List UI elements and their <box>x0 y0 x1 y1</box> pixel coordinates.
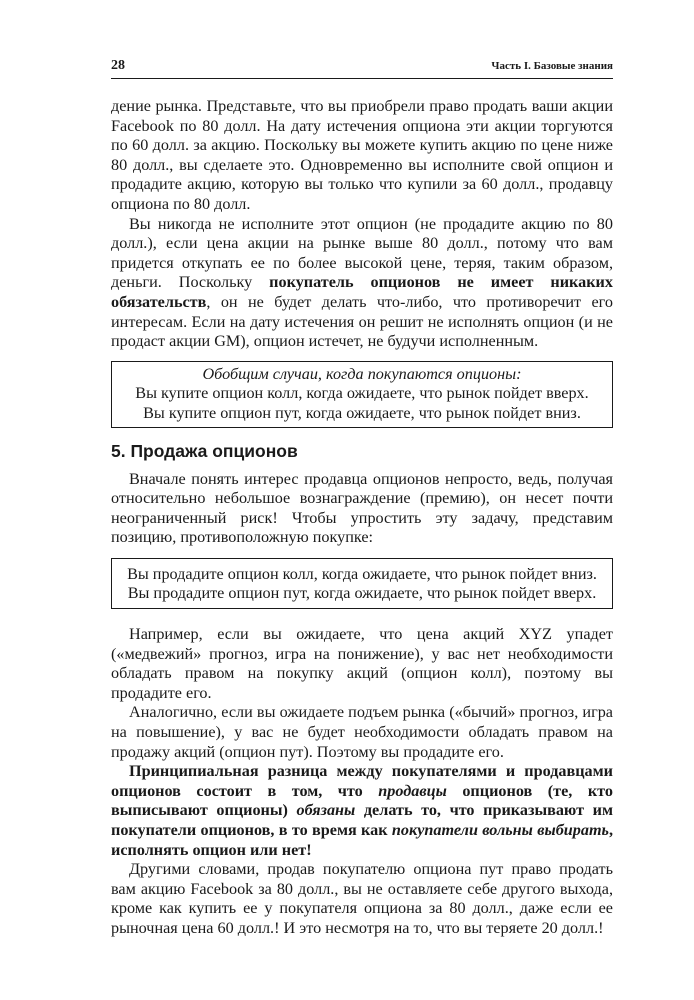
page-body <box>111 97 613 939</box>
summary-line-sell-call: Вы продадите опцион колл, когда ожидаете, что рынок пойдет вниз. <box>127 564 597 583</box>
page-number: 28 <box>111 58 125 73</box>
paragraph-2: Вы никогда не исполните этот опцион (не продадите акцию по 80 долл.), если цена акции на рынке выше 80 долл., потому что вам придется откупать ее по более высокой цене, теряя, таким образом, деньги. Поскольку покупатель опционов не имеет никаких обязательств, он не будет делать что-либо, что противоречит его интересам. Если на дату истечения он решит не исполнять опцион (и не продаст акции GM), опцион истечет, не будучи исполненным. <box>111 214 613 351</box>
paragraph-5: Аналогично, если вы ожидаете подъем рынка («бычий» прогноз, игра на повышение), у вас не будет необходимости обладать правом на продажу акций (опцион пут). Поэтому вы продадите его. <box>111 703 613 761</box>
summary-line-sell-put: Вы продадите опцион пут, когда ожидаете, что рынок пойдет вверх. <box>127 584 597 603</box>
bold-phrase-buyer-obligations: покупатель опционов не имеет никаких обязательств <box>111 273 613 311</box>
paragraph-4: Например, если вы ожидаете, что цена акций XYZ упадет («медвежий» прогноз, игра на понижение), у вас нет необходимости обладать правом на покупку акций (опцион колл), поэтому вы продадите его. <box>111 625 613 702</box>
paragraph-6-bold: Принципиальная разница между покупателями и продавцами опционов состоит в том, что продавцы опционов (те, кто выписывают опционы) обязаны делать то, что приказывают им покупатели опционов, в то время как покупатели вольны выбирать, исполнять опцион или нет! <box>111 762 613 859</box>
book-page <box>111 56 613 937</box>
paragraph-1: дение рынка. Представьте, что вы приобрели право продать ваши акции Facebook по 80 долл. На дату истечения опциона эти акции торгуются по 60 долл. за акцию. Поскольку вы можете купить акцию по цене ниже 80 долл., вы сделаете это. Одновременно вы исполните свой опцион и продадите акцию, которую вы только что купили за 60 долл., продавцу опциона по 80 долл. <box>111 97 613 213</box>
summary-box-title: Обобщим случаи, когда покупаются опционы: <box>202 364 522 383</box>
summary-box-buying <box>111 361 613 428</box>
summary-line-call: Вы купите опцион колл, когда ожидаете, что рынок пойдет вверх. <box>135 384 589 403</box>
section-heading: 5. Продажа опционов <box>111 440 298 461</box>
summary-box-selling <box>111 558 613 609</box>
paragraph-3: Вначале понять интерес продавца опционов непросто, ведь, получая относительно небольшое вознаграждение (премию), он несет почти неограниченный риск! Чтобы упростить эту задачу, представим позицию, противоположную покупке: <box>111 469 613 547</box>
summary-line-put: Вы купите опцион пут, когда ожидаете, что рынок пойдет вниз. <box>143 403 581 422</box>
paragraph-7: Другими словами, продав покупателю опциона пут право продать вам акцию Facebook за 80 долл., вы не оставляете себе другого выхода, кроме как купить ее у покупателя опциона за 80 долл., даже если ее рыночная цена 60 долл.! И это несмотря на то, что вы теряете 20 долл.! <box>111 860 613 937</box>
running-head: Часть I. Базовые знания <box>491 60 613 72</box>
page-header <box>111 56 613 79</box>
